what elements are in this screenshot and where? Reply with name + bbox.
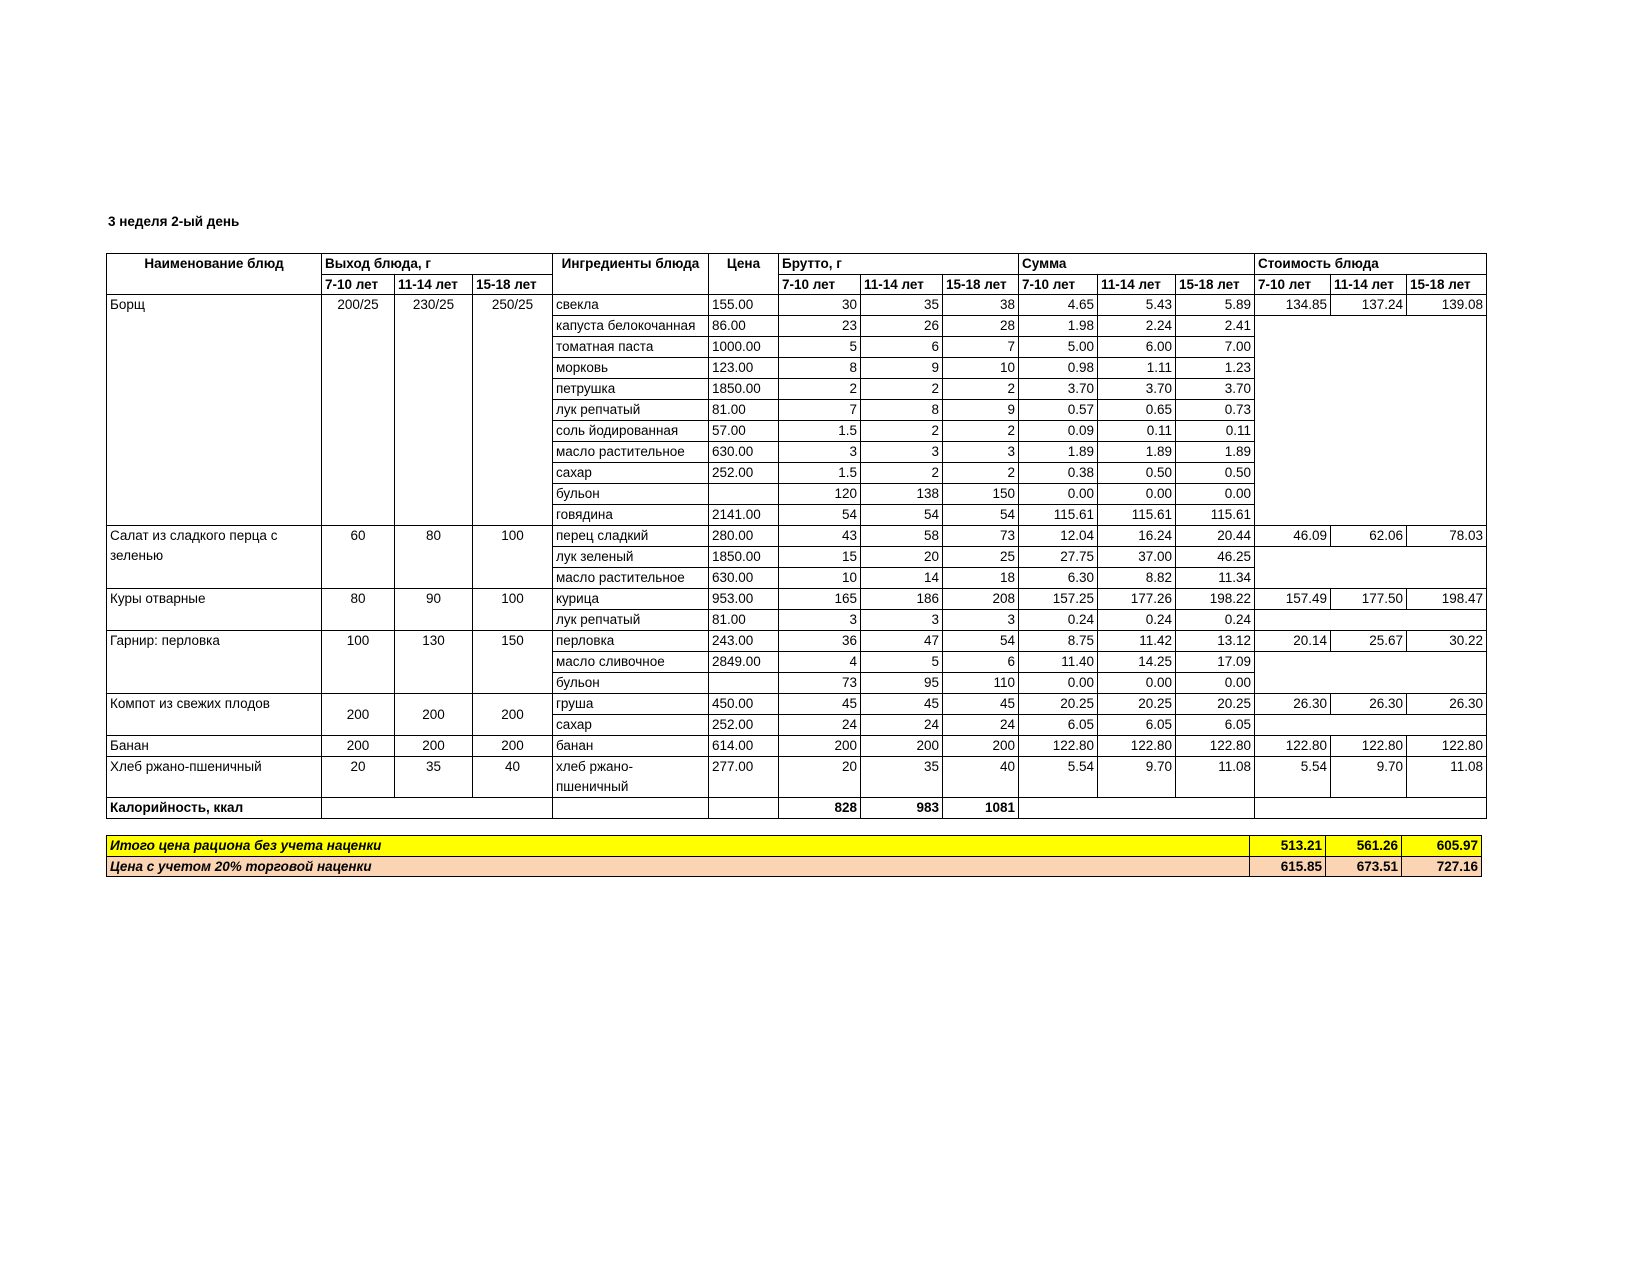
ingredient-brutto: 54 — [861, 505, 943, 526]
dish-name: Борщ — [107, 295, 322, 526]
ingredient-sum: 122.80 — [1019, 736, 1098, 757]
ingredient-sum: 115.61 — [1019, 505, 1098, 526]
ingredient-price: 81.00 — [709, 610, 779, 631]
ingredient-price: 252.00 — [709, 715, 779, 736]
dish-cost: 122.80 — [1407, 736, 1487, 757]
table-row — [107, 694, 1487, 715]
ingredient-sum: 5.89 — [1176, 295, 1255, 316]
dish-yield: 250/25 — [473, 295, 553, 526]
ingredient-brutto: 2 — [943, 421, 1019, 442]
ingredient-sum: 6.05 — [1019, 715, 1098, 736]
total-value: 561.26 — [1326, 836, 1402, 857]
header-name: Наименование блюд — [107, 254, 322, 295]
ingredient-brutto: 9 — [861, 358, 943, 379]
header-cost: Стоимость блюда — [1255, 254, 1487, 275]
ingredient-brutto: 6 — [943, 652, 1019, 673]
ingredient-brutto: 15 — [779, 547, 861, 568]
dish-cost: 139.08 — [1407, 295, 1487, 316]
dish-yield: 80 — [322, 589, 395, 631]
table-row — [107, 589, 1487, 610]
ingredient-brutto: 3 — [779, 442, 861, 463]
dish-cost: 122.80 — [1331, 736, 1407, 757]
ingredient-brutto: 3 — [943, 610, 1019, 631]
ingredient-brutto: 2 — [779, 379, 861, 400]
ingredient-brutto: 23 — [779, 316, 861, 337]
ingredient-sum: 6.00 — [1098, 337, 1176, 358]
age-header: 15-18 лет — [1176, 274, 1255, 295]
ingredient-name: груша — [553, 694, 709, 715]
dish-cost: 11.08 — [1407, 757, 1487, 798]
ingredient-brutto: 3 — [943, 442, 1019, 463]
ingredient-brutto: 7 — [779, 400, 861, 421]
ingredient-brutto: 1.5 — [779, 463, 861, 484]
total-value: 513.21 — [1250, 836, 1326, 857]
dish-cost: 26.30 — [1331, 694, 1407, 715]
ingredient-brutto: 45 — [943, 694, 1019, 715]
age-header: 11-14 лет — [861, 274, 943, 295]
ingredient-brutto: 25 — [943, 547, 1019, 568]
total-row-no-markup — [107, 836, 1482, 857]
header-yield: Выход блюда, г — [322, 254, 553, 275]
ingredient-brutto: 165 — [779, 589, 861, 610]
ingredient-sum: 6.05 — [1176, 715, 1255, 736]
ingredient-brutto: 2 — [861, 421, 943, 442]
calories-blank — [1255, 798, 1487, 819]
header-ingredients: Ингредиенты блюда — [553, 254, 709, 295]
ingredient-sum: 1.23 — [1176, 358, 1255, 379]
ingredient-sum: 1.89 — [1019, 442, 1098, 463]
calories-blank — [553, 798, 709, 819]
ingredient-sum: 0.73 — [1176, 400, 1255, 421]
ingredient-sum: 0.50 — [1098, 463, 1176, 484]
dish-yield: 200 — [322, 736, 395, 757]
ingredient-price: 1000.00 — [709, 337, 779, 358]
ingredient-price: 450.00 — [709, 694, 779, 715]
ingredient-price: 243.00 — [709, 631, 779, 652]
dish-yield: 200 — [395, 736, 473, 757]
ingredient-sum: 46.25 — [1176, 547, 1255, 568]
ingredient-name: лук репчатый — [553, 610, 709, 631]
dish-cost: 5.54 — [1255, 757, 1331, 798]
ingredient-sum: 0.38 — [1019, 463, 1098, 484]
calories-value: 1081 — [943, 798, 1019, 819]
ingredient-price: 57.00 — [709, 421, 779, 442]
ingredient-sum: 0.11 — [1176, 421, 1255, 442]
ingredient-sum: 0.57 — [1019, 400, 1098, 421]
table-row — [107, 631, 1487, 652]
ingredient-brutto: 200 — [779, 736, 861, 757]
ingredient-brutto: 2 — [943, 463, 1019, 484]
dish-yield: 40 — [473, 757, 553, 798]
dish-yield: 90 — [395, 589, 473, 631]
ingredient-sum: 177.26 — [1098, 589, 1176, 610]
ingredient-brutto: 45 — [779, 694, 861, 715]
dish-yield: 60 — [322, 526, 395, 589]
total-value: 673.51 — [1326, 856, 1402, 877]
ingredient-sum: 122.80 — [1176, 736, 1255, 757]
ingredient-brutto: 9 — [943, 400, 1019, 421]
ingredient-sum: 0.24 — [1176, 610, 1255, 631]
ingredient-sum: 9.70 — [1098, 757, 1176, 798]
ingredient-brutto: 10 — [943, 358, 1019, 379]
dish-cost: 134.85 — [1255, 295, 1331, 316]
header-price: Цена — [709, 254, 779, 295]
ingredient-price: 630.00 — [709, 442, 779, 463]
ingredient-price: 280.00 — [709, 526, 779, 547]
ingredient-brutto: 186 — [861, 589, 943, 610]
dish-yield: 35 — [395, 757, 473, 798]
ingredient-sum: 198.22 — [1176, 589, 1255, 610]
ingredient-brutto: 5 — [779, 337, 861, 358]
ingredient-brutto: 200 — [861, 736, 943, 757]
ingredient-sum: 20.44 — [1176, 526, 1255, 547]
header-row-1 — [107, 254, 1487, 275]
ingredient-brutto: 5 — [861, 652, 943, 673]
dish-yield: 130 — [395, 631, 473, 694]
calories-row — [107, 798, 1487, 819]
header-brutto: Брутто, г — [779, 254, 1019, 275]
ingredient-sum: 20.25 — [1098, 694, 1176, 715]
ingredient-sum: 1.89 — [1098, 442, 1176, 463]
ingredient-brutto: 95 — [861, 673, 943, 694]
ingredient-sum: 2.24 — [1098, 316, 1176, 337]
ingredient-brutto: 10 — [779, 568, 861, 589]
ingredient-sum: 115.61 — [1176, 505, 1255, 526]
dish-cost: 198.47 — [1407, 589, 1487, 610]
cost-blank — [1255, 715, 1487, 736]
ingredient-sum: 11.08 — [1176, 757, 1255, 798]
ingredient-brutto: 28 — [943, 316, 1019, 337]
ingredient-name: масло растительное — [553, 568, 709, 589]
ingredient-brutto: 54 — [779, 505, 861, 526]
ingredient-brutto: 24 — [861, 715, 943, 736]
cost-blank — [1255, 652, 1487, 694]
ingredient-brutto: 2 — [943, 379, 1019, 400]
age-header: 7-10 лет — [779, 274, 861, 295]
dish-yield: 230/25 — [395, 295, 473, 526]
dish-yield: 150 — [473, 631, 553, 694]
menu-table — [106, 253, 1487, 819]
dish-cost: 78.03 — [1407, 526, 1487, 547]
ingredient-name: петрушка — [553, 379, 709, 400]
dish-cost: 26.30 — [1255, 694, 1331, 715]
ingredient-price: 277.00 — [709, 757, 779, 798]
ingredient-name: соль йодированная — [553, 421, 709, 442]
total-value: 615.85 — [1250, 856, 1326, 877]
ingredient-brutto: 2 — [861, 379, 943, 400]
dish-yield: 100 — [322, 631, 395, 694]
ingredient-sum: 14.25 — [1098, 652, 1176, 673]
total-label: Цена с учетом 20% торговой наценки — [107, 856, 1250, 877]
page-title: 3 неделя 2-ый день — [108, 214, 240, 229]
ingredient-sum: 0.65 — [1098, 400, 1176, 421]
dish-cost: 137.24 — [1331, 295, 1407, 316]
dish-yield: 200 — [322, 694, 395, 736]
calories-blank — [322, 798, 553, 819]
ingredient-name: лук зеленый — [553, 547, 709, 568]
dish-name: Хлеб ржано-пшеничный — [107, 757, 322, 798]
ingredient-brutto: 54 — [943, 631, 1019, 652]
ingredient-brutto: 138 — [861, 484, 943, 505]
ingredient-sum: 4.65 — [1019, 295, 1098, 316]
ingredient-sum: 11.34 — [1176, 568, 1255, 589]
dish-name: Гарнир: перловка — [107, 631, 322, 694]
ingredient-sum: 0.09 — [1019, 421, 1098, 442]
table-row — [107, 736, 1487, 757]
ingredient-brutto: 8 — [779, 358, 861, 379]
ingredient-sum: 0.50 — [1176, 463, 1255, 484]
ingredient-brutto: 54 — [943, 505, 1019, 526]
ingredient-brutto: 18 — [943, 568, 1019, 589]
ingredient-brutto: 26 — [861, 316, 943, 337]
dish-cost: 122.80 — [1255, 736, 1331, 757]
ingredient-sum: 122.80 — [1098, 736, 1176, 757]
age-header: 15-18 лет — [473, 274, 553, 295]
table-row — [107, 757, 1487, 798]
ingredient-name: капуста белокочанная — [553, 316, 709, 337]
dish-yield: 200 — [395, 694, 473, 736]
total-label: Итого цена рациона без учета наценки — [107, 836, 1250, 857]
ingredient-brutto: 208 — [943, 589, 1019, 610]
ingredient-sum: 157.25 — [1019, 589, 1098, 610]
dish-name: Компот из свежих плодов — [107, 694, 322, 736]
dish-yield: 80 — [395, 526, 473, 589]
ingredient-brutto: 30 — [779, 295, 861, 316]
ingredient-brutto: 200 — [943, 736, 1019, 757]
table-row — [107, 526, 1487, 547]
ingredient-sum: 0.24 — [1019, 610, 1098, 631]
ingredient-sum: 7.00 — [1176, 337, 1255, 358]
calories-value: 828 — [779, 798, 861, 819]
ingredient-name: лук репчатый — [553, 400, 709, 421]
ingredient-sum: 1.89 — [1176, 442, 1255, 463]
ingredient-sum: 0.00 — [1176, 484, 1255, 505]
ingredient-price: 2849.00 — [709, 652, 779, 673]
dish-cost: 9.70 — [1331, 757, 1407, 798]
ingredient-price: 614.00 — [709, 736, 779, 757]
ingredient-brutto: 120 — [779, 484, 861, 505]
age-header: 15-18 лет — [1407, 274, 1487, 295]
ingredient-sum: 6.05 — [1098, 715, 1176, 736]
ingredient-name: говядина — [553, 505, 709, 526]
ingredient-name: масло растительное — [553, 442, 709, 463]
ingredient-sum: 16.24 — [1098, 526, 1176, 547]
calories-value: 983 — [861, 798, 943, 819]
ingredient-sum: 6.30 — [1019, 568, 1098, 589]
ingredient-brutto: 7 — [943, 337, 1019, 358]
ingredient-brutto: 35 — [861, 295, 943, 316]
dish-name: Банан — [107, 736, 322, 757]
ingredient-sum: 11.40 — [1019, 652, 1098, 673]
dish-cost: 30.22 — [1407, 631, 1487, 652]
ingredient-price: 86.00 — [709, 316, 779, 337]
ingredient-sum: 27.75 — [1019, 547, 1098, 568]
ingredient-brutto: 47 — [861, 631, 943, 652]
total-value: 605.97 — [1402, 836, 1482, 857]
dish-cost: 25.67 — [1331, 631, 1407, 652]
calories-label: Калорийность, ккал — [107, 798, 322, 819]
ingredient-brutto: 20 — [861, 547, 943, 568]
cost-blank — [1255, 316, 1487, 526]
ingredient-brutto: 24 — [779, 715, 861, 736]
age-header: 11-14 лет — [1331, 274, 1407, 295]
ingredient-price — [709, 673, 779, 694]
ingredient-sum: 13.12 — [1176, 631, 1255, 652]
age-header: 7-10 лет — [1255, 274, 1331, 295]
dish-cost: 46.09 — [1255, 526, 1331, 547]
ingredient-sum: 5.00 — [1019, 337, 1098, 358]
cost-blank — [1255, 547, 1487, 589]
ingredient-brutto: 73 — [779, 673, 861, 694]
total-row-with-markup — [107, 856, 1482, 877]
dish-cost: 20.14 — [1255, 631, 1331, 652]
ingredient-brutto: 58 — [861, 526, 943, 547]
dish-yield: 200/25 — [322, 295, 395, 526]
ingredient-brutto: 4 — [779, 652, 861, 673]
dish-cost: 157.49 — [1255, 589, 1331, 610]
ingredient-price: 1850.00 — [709, 547, 779, 568]
ingredient-price: 630.00 — [709, 568, 779, 589]
ingredient-price: 81.00 — [709, 400, 779, 421]
ingredient-name: морковь — [553, 358, 709, 379]
table-row — [107, 295, 1487, 316]
ingredient-sum: 0.24 — [1098, 610, 1176, 631]
ingredient-sum: 0.00 — [1176, 673, 1255, 694]
calories-blank — [709, 798, 779, 819]
ingredient-price: 2141.00 — [709, 505, 779, 526]
ingredient-brutto: 6 — [861, 337, 943, 358]
dish-yield: 200 — [473, 694, 553, 736]
ingredient-sum: 20.25 — [1176, 694, 1255, 715]
dish-cost: 177.50 — [1331, 589, 1407, 610]
dish-yield: 100 — [473, 526, 553, 589]
dish-yield: 20 — [322, 757, 395, 798]
dish-yield: 100 — [473, 589, 553, 631]
header-sum: Сумма — [1019, 254, 1255, 275]
ingredient-brutto: 24 — [943, 715, 1019, 736]
ingredient-name: свекла — [553, 295, 709, 316]
dish-name: Куры отварные — [107, 589, 322, 631]
age-header: 7-10 лет — [322, 274, 395, 295]
ingredient-name: масло сливочное — [553, 652, 709, 673]
ingredient-sum: 1.11 — [1098, 358, 1176, 379]
age-header: 11-14 лет — [1098, 274, 1176, 295]
ingredient-brutto: 1.5 — [779, 421, 861, 442]
ingredient-name: томатная паста — [553, 337, 709, 358]
ingredient-brutto: 2 — [861, 463, 943, 484]
dish-cost: 62.06 — [1331, 526, 1407, 547]
ingredient-name: хлеб ржано-пшеничный — [553, 757, 709, 798]
ingredient-brutto: 36 — [779, 631, 861, 652]
ingredient-brutto: 43 — [779, 526, 861, 547]
ingredient-brutto: 40 — [943, 757, 1019, 798]
ingredient-price — [709, 484, 779, 505]
ingredient-brutto: 3 — [779, 610, 861, 631]
ingredient-name: сахар — [553, 463, 709, 484]
dish-yield: 200 — [473, 736, 553, 757]
ingredient-brutto: 8 — [861, 400, 943, 421]
ingredient-sum: 0.11 — [1098, 421, 1176, 442]
ingredient-sum: 5.43 — [1098, 295, 1176, 316]
total-value: 727.16 — [1402, 856, 1482, 877]
ingredient-brutto: 3 — [861, 442, 943, 463]
ingredient-brutto: 14 — [861, 568, 943, 589]
ingredient-name: курица — [553, 589, 709, 610]
ingredient-sum: 20.25 — [1019, 694, 1098, 715]
ingredient-brutto: 110 — [943, 673, 1019, 694]
ingredient-sum: 3.70 — [1019, 379, 1098, 400]
ingredient-brutto: 20 — [779, 757, 861, 798]
dish-name: Салат из сладкого перца с зеленью — [107, 526, 322, 589]
ingredient-name: перец сладкий — [553, 526, 709, 547]
dish-cost: 26.30 — [1407, 694, 1487, 715]
ingredient-sum: 0.00 — [1098, 673, 1176, 694]
ingredient-sum: 8.82 — [1098, 568, 1176, 589]
ingredient-sum: 11.42 — [1098, 631, 1176, 652]
totals-table — [106, 835, 1482, 877]
calories-blank — [1019, 798, 1255, 819]
ingredient-sum: 0.00 — [1098, 484, 1176, 505]
ingredient-price: 1850.00 — [709, 379, 779, 400]
ingredient-sum: 12.04 — [1019, 526, 1098, 547]
ingredient-price: 953.00 — [709, 589, 779, 610]
ingredient-sum: 5.54 — [1019, 757, 1098, 798]
ingredient-sum: 2.41 — [1176, 316, 1255, 337]
ingredient-name: перловка — [553, 631, 709, 652]
ingredient-brutto: 45 — [861, 694, 943, 715]
ingredient-price: 155.00 — [709, 295, 779, 316]
ingredient-brutto: 3 — [861, 610, 943, 631]
ingredient-name: сахар — [553, 715, 709, 736]
ingredient-brutto: 73 — [943, 526, 1019, 547]
cost-blank — [1255, 610, 1487, 631]
ingredient-sum: 115.61 — [1098, 505, 1176, 526]
ingredient-brutto: 150 — [943, 484, 1019, 505]
age-header: 15-18 лет — [943, 274, 1019, 295]
ingredient-sum: 8.75 — [1019, 631, 1098, 652]
ingredient-brutto: 35 — [861, 757, 943, 798]
ingredient-sum: 17.09 — [1176, 652, 1255, 673]
ingredient-sum: 1.98 — [1019, 316, 1098, 337]
ingredient-sum: 0.98 — [1019, 358, 1098, 379]
age-header: 7-10 лет — [1019, 274, 1098, 295]
ingredient-name: бульон — [553, 673, 709, 694]
ingredient-name: бульон — [553, 484, 709, 505]
ingredient-sum: 3.70 — [1098, 379, 1176, 400]
ingredient-price: 252.00 — [709, 463, 779, 484]
ingredient-brutto: 38 — [943, 295, 1019, 316]
ingredient-sum: 3.70 — [1176, 379, 1255, 400]
ingredient-sum: 0.00 — [1019, 484, 1098, 505]
ingredient-price: 123.00 — [709, 358, 779, 379]
ingredient-sum: 0.00 — [1019, 673, 1098, 694]
age-header: 11-14 лет — [395, 274, 473, 295]
ingredient-name: банан — [553, 736, 709, 757]
ingredient-sum: 37.00 — [1098, 547, 1176, 568]
